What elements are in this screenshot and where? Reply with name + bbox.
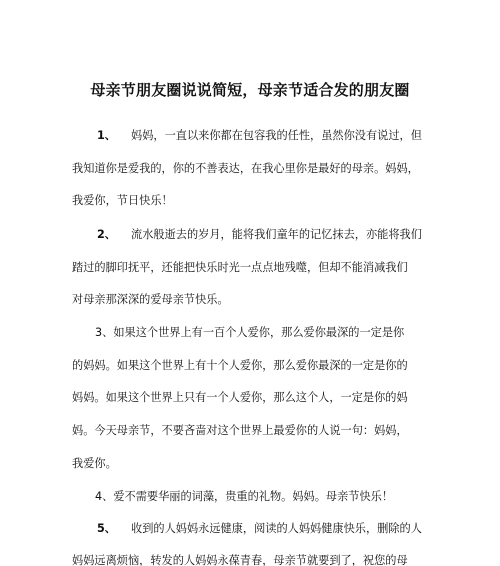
paragraph-3-number: 3、 xyxy=(95,326,114,339)
paragraph-2-line-1: 流水般逝去的岁月，能将我们童年的记忆抹去，亦能将我们 xyxy=(131,228,422,241)
paragraph-3-first-line xyxy=(95,325,404,341)
paragraph-1-line-1: 妈妈，一直以来你都在包容我的任性，虽然你没有说过，但 xyxy=(131,129,422,142)
paragraph-1-number: 1、 xyxy=(97,129,116,142)
paragraph-3-line-2: 的妈妈。如果这个世界上有十个人爱你，那么爱你最深的一定是你的 xyxy=(72,359,408,372)
paragraph-3-line-5: 我爱你。 xyxy=(72,457,117,470)
paragraph-3-line-1: 如果这个世界上有一百个人爱你，那么爱你最深的一定是你 xyxy=(113,326,405,339)
paragraph-5-first-line xyxy=(97,521,422,537)
document-title: 母亲节朋友圈说说简短，母亲节适合发的朋友圈 xyxy=(90,81,410,99)
paragraph-2-number: 2、 xyxy=(97,228,116,241)
paragraph-5-line-1: 收到的人妈妈永远健康，阅读的人妈妈健康快乐，删除的人 xyxy=(131,522,422,535)
paragraph-2-first-line xyxy=(97,227,422,243)
paragraph-4-line-1: 爱不需要华丽的词藻，贵重的礼物。妈妈。母亲节快乐！ xyxy=(113,490,394,503)
paragraph-5-line-2: 妈妈远离烦恼，转发的人妈妈永葆青春，母亲节就要到了，祝您的母 xyxy=(72,554,408,566)
paragraph-3-line-3: 妈妈。如果这个世界上只有一个人爱你，那么这个人，一定是你的妈 xyxy=(72,391,408,404)
paragraph-2-line-2: 踏过的脚印抚平，还能把快乐时光一点点地残噬，但却不能消减我们 xyxy=(72,261,408,274)
paragraph-5-number: 5、 xyxy=(97,522,116,535)
paragraph-1-line-2: 我知道你是爱我的，你的不善表达，在我心里你是最好的母亲。妈妈， xyxy=(72,162,419,175)
paragraph-1-first-line xyxy=(97,128,422,144)
paragraph-4-number: 4、 xyxy=(95,490,114,503)
paragraph-4-first-line xyxy=(95,489,393,505)
paragraph-2-line-3: 对母亲那深深的爱母亲节快乐。 xyxy=(72,293,229,306)
paragraph-1-line-3: 我爱你，节日快乐！ xyxy=(72,194,173,207)
paragraph-3-line-4: 妈。今天母亲节，不要吝啬对这个世界上最爱你的人说一句：妈妈， xyxy=(72,424,408,437)
